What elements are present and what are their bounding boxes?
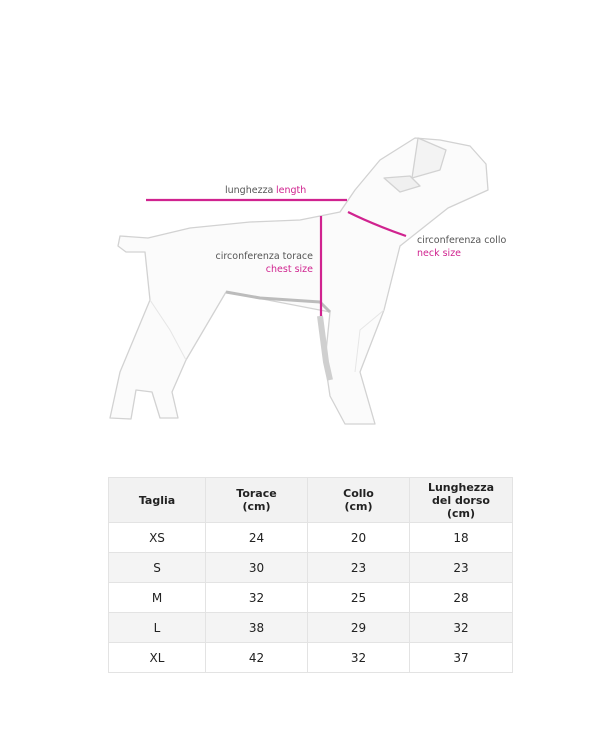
table-cell: 32 [206, 583, 308, 613]
header-collo [308, 478, 410, 523]
table-cell: 38 [206, 613, 308, 643]
header-line: Taglia [138, 493, 176, 507]
header-line: (cm) [344, 500, 373, 513]
table-cell: 37 [410, 643, 513, 673]
table-row [109, 643, 513, 673]
table-row [109, 583, 513, 613]
header-line: (cm) [242, 500, 271, 513]
header-torace [206, 478, 308, 523]
table-cell: XS [109, 523, 206, 553]
table-row [109, 613, 513, 643]
table-cell: XL [109, 643, 206, 673]
header-line: Collo [343, 487, 374, 500]
table-cell: 32 [410, 613, 513, 643]
table-row [109, 553, 513, 583]
header-lunghezza [410, 478, 513, 523]
header-line: Lunghezza [427, 480, 495, 494]
table-cell: 42 [206, 643, 308, 673]
table-cell: 29 [308, 613, 410, 643]
table-cell: 28 [410, 583, 513, 613]
header-line: Torace [236, 487, 277, 500]
table-cell: 30 [206, 553, 308, 583]
header-line: (cm) [446, 506, 476, 520]
table-cell: M [109, 583, 206, 613]
table-cell: 24 [206, 523, 308, 553]
table-cell: 23 [308, 553, 410, 583]
table-cell: S [109, 553, 206, 583]
neck-label-it: circonferenza collo [417, 235, 507, 246]
size-table [108, 477, 513, 673]
table-cell: 25 [308, 583, 410, 613]
dog-silhouette [110, 138, 488, 424]
table-row [109, 523, 513, 553]
neck-label-en: neck size [417, 248, 462, 259]
table-cell: 20 [308, 523, 410, 553]
length-label-it: lunghezza [225, 185, 274, 196]
chest-label-it: circonferenza torace [215, 251, 313, 262]
chest-label-en: chest size [265, 264, 313, 275]
table-cell: 23 [410, 553, 513, 583]
header-taglia [109, 478, 206, 523]
table-header-row [109, 478, 513, 523]
table-cell: L [109, 613, 206, 643]
header-line: del dorso [432, 493, 490, 507]
table-cell: 18 [410, 523, 513, 553]
table-cell: 32 [308, 643, 410, 673]
length-label-en: length [276, 185, 307, 196]
